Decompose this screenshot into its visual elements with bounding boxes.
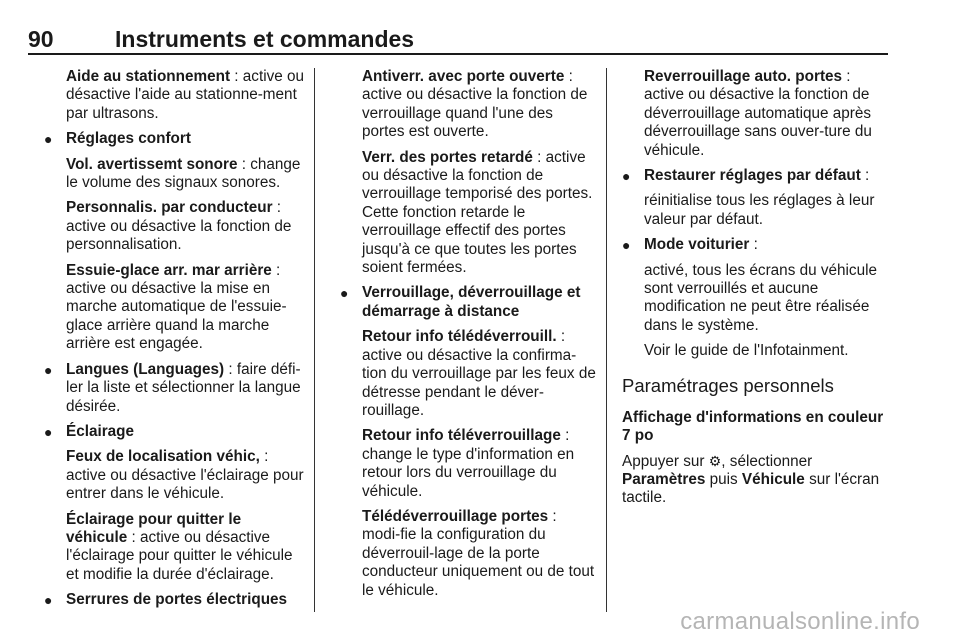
column-divider-2: [606, 68, 607, 612]
list-item-eclairage: ● Éclairage: [44, 422, 135, 440]
paragraph-voir-guide: Voir le guide de l'Infotainment.: [644, 342, 849, 360]
column-2: [340, 68, 596, 607]
gear-icon: ⚙: [708, 452, 722, 469]
list-item-reglages-confort: ● Réglages confort: [44, 130, 191, 148]
column-divider-1: [314, 68, 315, 612]
paragraph-personnalisation: Personnalis. par conducteur : active ou désactive la fonction de personnalisation.: [66, 199, 292, 254]
bullet-icon: ●: [44, 131, 53, 148]
paragraph-aide-stationnement: Aide au stationnement : active ou désactive l'aide au stationne-ment par ultrasons.: [66, 68, 305, 122]
list-item-distance: ● Verrouillage, déverrouillage et démarrage à distance: [340, 284, 581, 320]
section-title: Paramétrages personnels: [622, 374, 834, 396]
bullet-icon: ●: [44, 592, 53, 609]
paragraph-retour-deverrouill: Retour info télédéverrouill. : active ou désactive la confirma-tion du verrouillage par les feux de détresse pendant le déver-rouillage.: [362, 328, 596, 419]
paragraph-teledeverrouillage: Télédéverrouillage portes : modi-fie la configuration du déverrouil-lage de la porte conducteur uniquement ou de tout le véhicule.: [362, 507, 595, 599]
bullet-icon: ●: [340, 285, 349, 302]
paragraph-vol-avertissement: Vol. avertissemt sonore : change le volume des signaux sonores.: [66, 155, 301, 192]
bullet-icon: ●: [44, 423, 53, 440]
paragraph-essuie-glace: Essuie-glace arr. mar arrière : active ou désactive la mise en marche automatique de l'essuie-glace arrière quand la marche arrière est engagée.: [66, 261, 287, 353]
page-title: Instruments et commandes: [115, 26, 415, 52]
watermark: carmanualsonline.info: [680, 608, 920, 635]
bullet-icon: ●: [44, 361, 53, 378]
list-item-langues: ● Langues (Languages) : faire défi-ler la liste et sélectionner la langue désirée.: [44, 360, 301, 415]
paragraph-eclairage-quitter: Éclairage pour quitter le véhicule : active ou désactive l'éclairage pour quitter le véhicule et modifie la durée d'éclairage.: [66, 510, 293, 583]
paragraph-verr-retarde: Verr. des portes retardé : active ou désactive la fonction de verrouillage temporisé des portes. Cette fonction retarde le verrouillage effectif des portes jusqu'à ce que toutes les portes soient fermées.: [362, 148, 593, 277]
list-item-serrures: ● Serrures de portes électriques: [44, 591, 288, 609]
header-rule: [28, 53, 888, 55]
list-item-restaurer: ● Restaurer réglages par défaut :: [622, 167, 870, 185]
list-item-voiturier: ● Mode voiturier :: [622, 236, 758, 254]
page-header: [28, 26, 888, 52]
paragraph-feux-localisation: Feux de localisation véhic, : active ou désactive l'éclairage pour entrer dans le véhicule.: [66, 448, 304, 503]
paragraph-antiverr: Antiverr. avec porte ouverte : active ou désactive la fonction de verrouillage quand l'une des portes est ouverte.: [362, 68, 588, 141]
paragraph-appuyer: Appuyer sur ⚙, sélectionner Paramètres puis Véhicule sur l'écran tactile.: [622, 452, 880, 507]
paragraph-retour-verrouillage: Retour info téléverrouillage : change le type d'information en retour lors du verrouillage du véhicule.: [362, 427, 575, 500]
sub-title: Affichage d'informations en couleur 7 po: [622, 408, 884, 445]
bullet-icon: ●: [622, 168, 631, 185]
column-1: [44, 68, 306, 617]
paragraph-restaurer: réinitialise tous les réglages à leur valeur par défaut.: [644, 192, 875, 228]
paragraph-voiturier: activé, tous les écrans du véhicule sont verrouillés et aucune modification ne peut être réalisée dans le système.: [644, 261, 877, 334]
bullet-icon: ●: [622, 237, 631, 254]
column-3: [622, 68, 888, 515]
page-number: 90: [28, 26, 54, 52]
paragraph-reverrouillage: Reverrouillage auto. portes : active ou désactive la fonction de déverrouillage automatique après déverrouillage sans ouver-ture du véhicule.: [644, 68, 872, 159]
